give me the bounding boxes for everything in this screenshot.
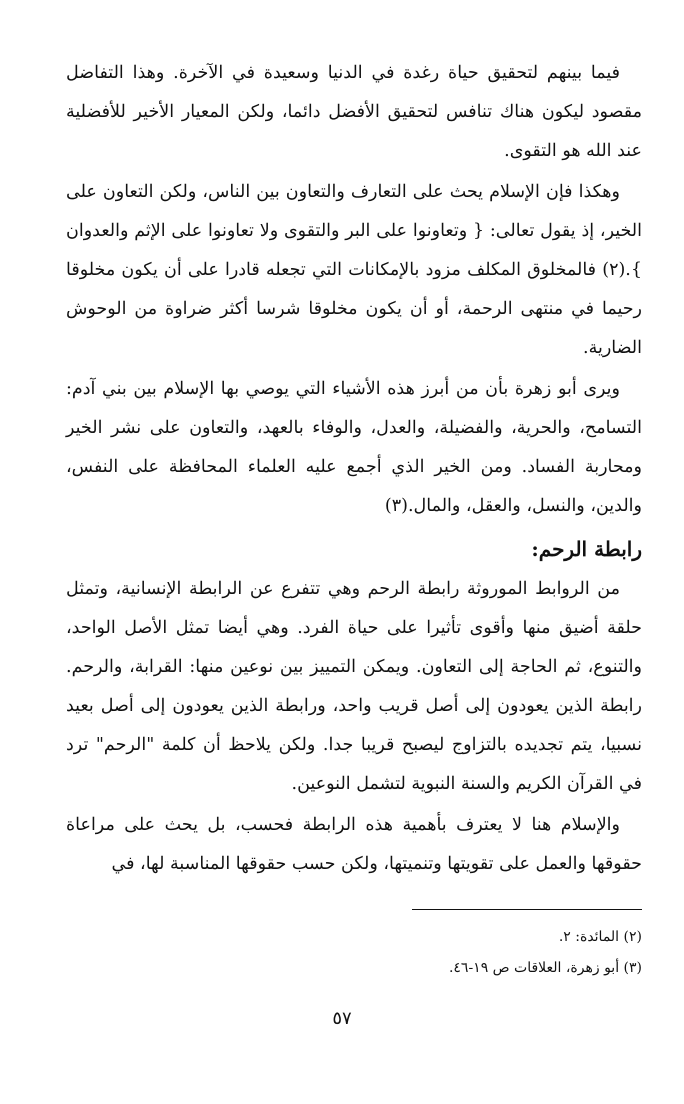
main-text [66, 54, 642, 886]
footnote-2: (٢) المائدة: ٢. [558, 929, 642, 945]
section-paragraph-1: من الروابط الموروثة رابطة الرحم وهي تتفرع عن الرابطة الإنسانية، وتمثل حلقة أضيق منها وأقوى تأثيرا على حياة الفرد. وهي أيضا تمثل الأصل الواحد، والتنوع، ثم الحاجة إلى التعاون. ويمكن التمييز بين نوعين منها: القرابة، والرحم. رابطة الذين يعودون إلى أصل قريب واحد، ورابطة الذين يعودون إلى أصل بعيد نسبيا، يتم تجديده بالتزاوج ليصبح قريبا جدا. ولكن يلاحظ أن كلمة "الرحم" ترد في القرآن الكريم والسنة النبوية لتشمل النوعين. [66, 579, 642, 794]
section-paragraph-2: والإسلام هنا لا يعترف بأهمية هذه الرابطة فحسب، بل يحث على مراعاة حقوقها والعمل على تقويتها وتنميتها، ولكن حسب حقوقها المناسبة لها، في [66, 815, 642, 874]
paragraph-2: وهكذا فإن الإسلام يحث على التعارف والتعاون بين الناس، ولكن التعاون على الخير، إذ يقول تعالى: { وتعاونوا على البر والتقوى ولا تعاونوا على الإثم والعدوان }.(٢) فالمخلوق المكلف مزود بالإمكانات التي تجعله قادرا على أن يكون مخلوقا رحيما في منتهى الرحمة، أو أن يكون مخلوقا شرسا أكثر ضراوة من الوحوش الضارية. [66, 182, 642, 358]
footnotes [66, 922, 642, 984]
page-number: ٥٧ [332, 1008, 352, 1029]
footnote-divider [412, 909, 642, 910]
paragraph-1: فيما بينهم لتحقيق حياة رغدة في الدنيا وسعيدة في الآخرة. وهذا التفاضل مقصود ليكون هناك تنافس لتحقيق الأفضل دائما، ولكن المعيار الأخير للأفضلية عند الله هو التقوى. [66, 63, 642, 161]
paragraph-3: ويرى أبو زهرة بأن من أبرز هذه الأشياء التي يوصي بها الإسلام بين بني آدم: التسامح، والحرية، والفضيلة، والعدل، والوفاء بالعهد، والتعاون على نشر الخير ومحاربة الفساد. ومن الخير الذي أجمع عليه العلماء المحافظة على النفس، والدين، والنسل، والعقل، والمال.(٣) [66, 379, 642, 516]
section-heading: رابطة الرحم: [531, 537, 642, 561]
footnote-3: (٣) أبو زهرة، العلاقات ص ١٩-٤٦. [448, 960, 642, 976]
